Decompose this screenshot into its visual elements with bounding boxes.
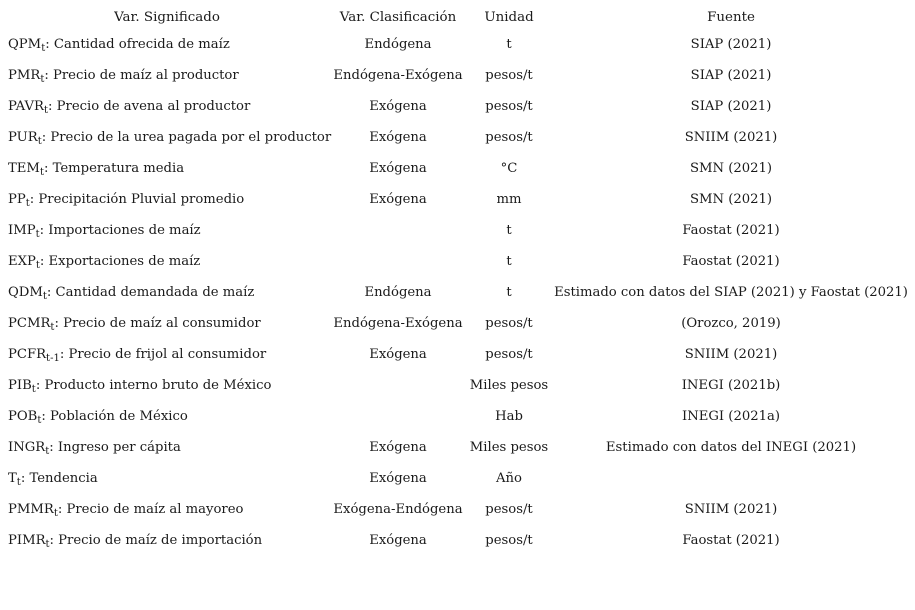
cell-unidad: Miles pesos [469, 440, 549, 455]
cell-fuente: Faostat (2021) [682, 533, 780, 548]
var-subscript: t [35, 229, 40, 240]
cell-fuente: (Orozco, 2019) [681, 316, 781, 331]
var-subscript: t [50, 322, 55, 333]
var-description: : Precipitación Pluvial promedio [29, 192, 245, 207]
var-symbol: IMP [8, 223, 36, 238]
var-subscript: t [39, 167, 44, 178]
var-subscript: t [40, 74, 45, 85]
cell-var-significado [8, 184, 330, 215]
cell-fuente: INEGI (2021a) [681, 409, 781, 424]
var-symbol: PP [8, 192, 26, 207]
header-fuente: Fuente [707, 10, 755, 25]
table-row [0, 339, 915, 370]
cell-unidad: pesos/t [485, 130, 533, 145]
var-subscript: t [25, 198, 30, 209]
cell-var-significado [8, 308, 330, 339]
table-row [0, 494, 915, 525]
cell-unidad: °C [500, 161, 518, 176]
var-description: : Precio de maíz al consumidor [54, 316, 261, 331]
table-row [0, 29, 915, 60]
cell-fuente: INEGI (2021b) [681, 378, 781, 393]
cell-clasificacion: Exógena [369, 347, 427, 362]
var-symbol: POB [8, 409, 38, 424]
var-subscript: t [35, 260, 40, 271]
cell-var-significado [8, 122, 330, 153]
cell-fuente: Estimado con datos del INEGI (2021) [605, 440, 857, 455]
header-var-significado: Var. Significado [114, 10, 220, 25]
var-description: : Cantidad demandada de maíz [46, 285, 255, 300]
cell-clasificacion: Endógena-Exógena [333, 316, 463, 331]
var-subscript: t [45, 539, 50, 550]
var-symbol: PMR [8, 68, 41, 83]
var-symbol: PUR [8, 130, 38, 145]
cell-clasificacion [330, 401, 466, 432]
var-subscript: t-1 [46, 353, 60, 364]
var-symbol: PAVR [8, 99, 44, 114]
table-row [0, 277, 915, 308]
cell-clasificacion: Exógena [369, 192, 427, 207]
table-row [0, 401, 915, 432]
cell-clasificacion [330, 370, 466, 401]
cell-unidad: pesos/t [485, 68, 533, 83]
var-description: : Precio de la urea pagada por el productor [41, 130, 332, 145]
cell-clasificacion [330, 246, 466, 277]
cell-var-significado [8, 60, 330, 91]
var-description: : Ingreso per cápita [49, 440, 181, 455]
table-row [0, 184, 915, 215]
cell-var-significado [8, 525, 330, 556]
var-symbol: EXP [8, 254, 36, 269]
cell-fuente: SIAP (2021) [690, 37, 772, 52]
var-subscript: t [42, 291, 47, 302]
table-row [0, 215, 915, 246]
var-description: : Precio de avena al productor [48, 99, 251, 114]
var-description: : Tendencia [20, 471, 98, 486]
var-description: : Precio de maíz al productor [44, 68, 239, 83]
cell-fuente: SIAP (2021) [690, 99, 772, 114]
var-description: : Precio de frijol al consumidor [59, 347, 267, 362]
cell-var-significado [8, 246, 330, 277]
table-row [0, 246, 915, 277]
cell-fuente: SMN (2021) [689, 192, 773, 207]
var-symbol: QDM [8, 285, 43, 300]
var-description: : Importaciones de maíz [39, 223, 201, 238]
cell-clasificacion: Exógena [369, 471, 427, 486]
var-description: : Precio de maíz al mayoreo [57, 502, 244, 517]
cell-var-significado [8, 91, 330, 122]
cell-var-significado [8, 370, 330, 401]
cell-unidad: t [506, 254, 512, 269]
header-unidad: Unidad [484, 10, 534, 25]
table-row [0, 463, 915, 494]
var-symbol: PMMR [8, 502, 54, 517]
var-description: : Producto interno bruto de México [35, 378, 272, 393]
table-row [0, 122, 915, 153]
var-symbol: TEM [8, 161, 40, 176]
cell-unidad: pesos/t [485, 316, 533, 331]
cell-fuente: SIAP (2021) [690, 68, 772, 83]
var-symbol: QPM [8, 37, 42, 52]
table-row [0, 308, 915, 339]
cell-clasificacion: Exógena [369, 533, 427, 548]
table-row [0, 153, 915, 184]
cell-fuente: SMN (2021) [689, 161, 773, 176]
cell-clasificacion: Exógena [369, 440, 427, 455]
cell-var-significado [8, 339, 330, 370]
cell-clasificacion [330, 215, 466, 246]
cell-var-significado [8, 29, 330, 60]
cell-clasificacion: Exógena [369, 130, 427, 145]
cell-fuente: Estimado con datos del SIAP (2021) y Faostat (2021) [554, 285, 908, 300]
var-subscript: t [31, 384, 36, 395]
var-symbol: PCFR [8, 347, 47, 362]
cell-unidad: pesos/t [485, 99, 533, 114]
cell-var-significado [8, 277, 330, 308]
cell-fuente: SNIIM (2021) [684, 130, 778, 145]
var-subscript: t [53, 508, 58, 519]
var-symbol: PIMR [8, 533, 46, 548]
cell-unidad: Año [496, 471, 522, 486]
cell-unidad: pesos/t [485, 502, 533, 517]
table-row [0, 370, 915, 401]
var-symbol: PIB [8, 378, 32, 393]
cell-clasificacion: Endógena-Exógena [333, 68, 463, 83]
cell-clasificacion: Endógena [364, 285, 432, 300]
var-subscript: t [37, 136, 42, 147]
cell-clasificacion: Exógena [369, 161, 427, 176]
var-subscript: t [37, 415, 42, 426]
cell-fuente: Faostat (2021) [682, 223, 780, 238]
cell-unidad: Miles pesos [469, 378, 549, 393]
cell-fuente: Faostat (2021) [682, 254, 780, 269]
cell-fuente [552, 463, 910, 494]
table-row [0, 60, 915, 91]
var-subscript: t [41, 43, 46, 54]
cell-var-significado [8, 463, 330, 494]
var-subscript: t [43, 105, 49, 116]
var-symbol: T [8, 471, 17, 486]
var-subscript: t [16, 477, 21, 488]
var-description: : Temperatura media [43, 161, 185, 176]
table-row [0, 91, 915, 122]
cell-unidad: t [506, 223, 512, 238]
table-row [0, 525, 915, 556]
header-var-clasificacion: Var. Clasificación [339, 10, 457, 25]
var-description: : Población de México [41, 409, 188, 424]
cell-unidad: pesos/t [485, 347, 533, 362]
var-symbol: PCMR [8, 316, 51, 331]
cell-clasificacion: Endógena [364, 37, 432, 52]
cell-var-significado [8, 494, 330, 525]
cell-unidad: t [506, 285, 512, 300]
cell-var-significado [8, 215, 330, 246]
var-description: : Precio de maíz de importación [49, 533, 263, 548]
var-subscript: t [45, 446, 50, 457]
cell-unidad: pesos/t [485, 533, 533, 548]
var-description: : Exportaciones de maíz [39, 254, 201, 269]
cell-clasificacion: Exógena [369, 99, 427, 114]
cell-var-significado [8, 401, 330, 432]
cell-var-significado [8, 153, 330, 184]
var-symbol: INGR [8, 440, 46, 455]
cell-unidad: t [506, 37, 512, 52]
cell-unidad: mm [496, 192, 522, 207]
cell-var-significado [8, 432, 330, 463]
cell-fuente: SNIIM (2021) [684, 502, 778, 517]
var-description: : Cantidad ofrecida de maíz [45, 37, 230, 52]
cell-unidad: Hab [495, 409, 523, 424]
cell-clasificacion: Exógena-Endógena [333, 502, 463, 517]
table-row [0, 432, 915, 463]
cell-fuente: SNIIM (2021) [684, 347, 778, 362]
